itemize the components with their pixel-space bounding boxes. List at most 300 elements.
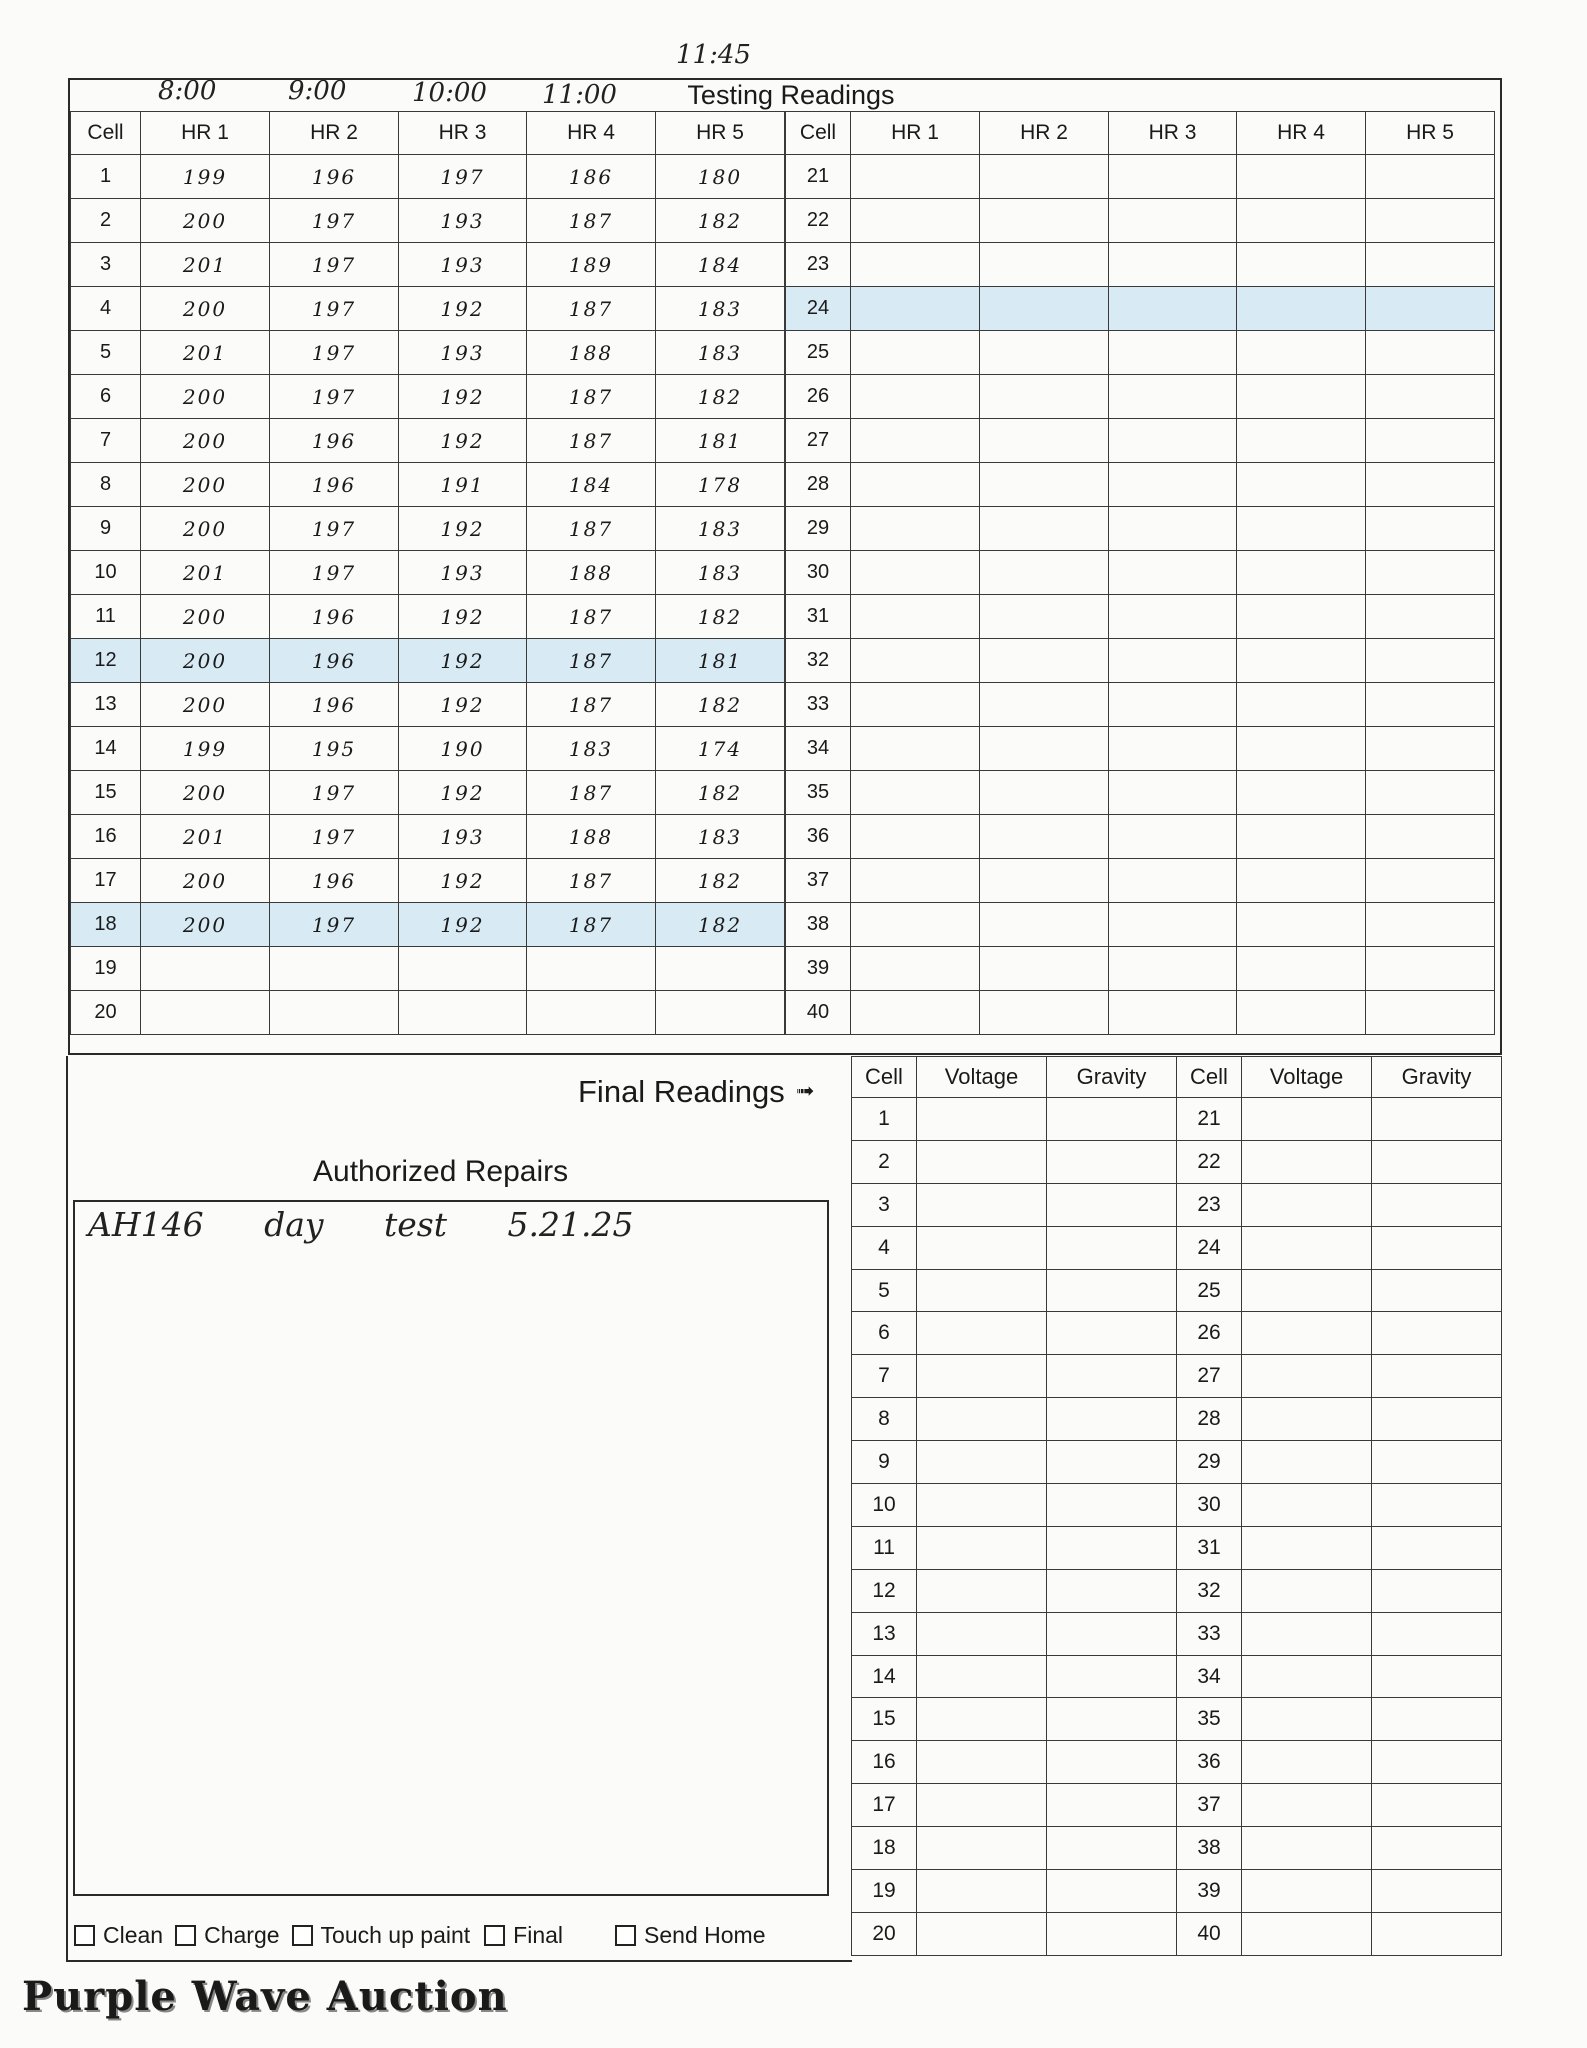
voltage-entry[interactable]: [1242, 1312, 1372, 1355]
reading-hr4[interactable]: 188: [527, 551, 656, 595]
voltage-entry[interactable]: [1242, 1098, 1372, 1141]
reading-hr5[interactable]: [1366, 639, 1495, 683]
reading-hr4[interactable]: [1237, 595, 1366, 639]
reading-hr1[interactable]: 200: [141, 375, 270, 419]
reading-hr5[interactable]: [1366, 859, 1495, 903]
reading-hr3[interactable]: [1109, 771, 1237, 815]
reading-hr3[interactable]: 192: [399, 287, 527, 331]
reading-hr4[interactable]: [1237, 463, 1366, 507]
reading-hr2[interactable]: 197: [270, 507, 399, 551]
voltage-entry[interactable]: [917, 1098, 1047, 1141]
reading-hr5[interactable]: [1366, 419, 1495, 463]
reading-hr3[interactable]: [1109, 419, 1237, 463]
reading-hr5[interactable]: [1366, 375, 1495, 419]
cell-number: 33: [1177, 1612, 1242, 1655]
reading-hr5[interactable]: [1366, 463, 1495, 507]
reading-hr5[interactable]: 181: [656, 419, 785, 463]
reading-hr4[interactable]: [1237, 419, 1366, 463]
reading-hr4[interactable]: [1237, 331, 1366, 375]
gravity-entry[interactable]: [1047, 1784, 1177, 1827]
reading-hr2[interactable]: 196: [270, 639, 399, 683]
reading-hr1[interactable]: [851, 331, 980, 375]
reading-hr1[interactable]: 199: [141, 155, 270, 199]
reading-hr2[interactable]: [980, 375, 1109, 419]
gravity-entry[interactable]: [1047, 1526, 1177, 1569]
reading-hr4[interactable]: [1237, 683, 1366, 727]
reading-hr3[interactable]: [1109, 947, 1237, 991]
reading-hr5[interactable]: [1366, 595, 1495, 639]
reading-hr2[interactable]: [980, 991, 1109, 1035]
cell-number: 21: [786, 155, 851, 199]
checkbox-square-icon[interactable]: [484, 1925, 505, 1946]
reading-hr4[interactable]: 187: [527, 419, 656, 463]
reading-hr3[interactable]: [1109, 991, 1237, 1035]
reading-hr4[interactable]: 187: [527, 507, 656, 551]
reading-hr3[interactable]: [1109, 903, 1237, 947]
reading-hr5[interactable]: [656, 947, 785, 991]
reading-hr3[interactable]: 192: [399, 639, 527, 683]
reading-hr5[interactable]: [1366, 199, 1495, 243]
reading-hr5[interactable]: 182: [656, 771, 785, 815]
reading-hr2[interactable]: 197: [270, 771, 399, 815]
reading-hr1[interactable]: [851, 639, 980, 683]
reading-hr4[interactable]: [1237, 947, 1366, 991]
reading-hr3[interactable]: 192: [399, 771, 527, 815]
reading-hr5[interactable]: 183: [656, 287, 785, 331]
reading-hr5[interactable]: 184: [656, 243, 785, 287]
reading-hr2[interactable]: [980, 595, 1109, 639]
testing-row: [71, 771, 785, 815]
reading-hr2[interactable]: [980, 727, 1109, 771]
reading-hr3[interactable]: 192: [399, 683, 527, 727]
gravity-entry[interactable]: [1372, 1655, 1502, 1698]
reading-hr2[interactable]: 197: [270, 243, 399, 287]
voltage-entry[interactable]: [917, 1398, 1047, 1441]
reading-hr2[interactable]: 195: [270, 727, 399, 771]
reading-hr3[interactable]: [1109, 287, 1237, 331]
reading-hr2[interactable]: [980, 243, 1109, 287]
voltage-entry[interactable]: [1242, 1484, 1372, 1527]
voltage-entry[interactable]: [917, 1484, 1047, 1527]
reading-hr1[interactable]: [851, 375, 980, 419]
voltage-entry[interactable]: [917, 1827, 1047, 1870]
reading-hr2[interactable]: 196: [270, 859, 399, 903]
reading-hr1[interactable]: 200: [141, 683, 270, 727]
reading-hr3[interactable]: 197: [399, 155, 527, 199]
gravity-entry[interactable]: [1372, 1526, 1502, 1569]
reading-hr2[interactable]: [980, 771, 1109, 815]
voltage-entry[interactable]: [917, 1355, 1047, 1398]
reading-hr5[interactable]: [1366, 683, 1495, 727]
gravity-entry[interactable]: [1047, 1912, 1177, 1955]
cell-number: 7: [852, 1355, 917, 1398]
reading-hr1[interactable]: 200: [141, 595, 270, 639]
gravity-entry[interactable]: [1372, 1569, 1502, 1612]
checkbox-square-icon[interactable]: [292, 1925, 313, 1946]
voltage-entry[interactable]: [1242, 1612, 1372, 1655]
voltage-entry[interactable]: [1242, 1526, 1372, 1569]
reading-hr4[interactable]: 188: [527, 815, 656, 859]
reading-hr2[interactable]: [980, 815, 1109, 859]
reading-hr4[interactable]: 187: [527, 903, 656, 947]
reading-hr1[interactable]: 201: [141, 331, 270, 375]
reading-hr1[interactable]: [851, 419, 980, 463]
gravity-entry[interactable]: [1372, 1698, 1502, 1741]
reading-hr5[interactable]: [1366, 771, 1495, 815]
voltage-entry[interactable]: [1242, 1226, 1372, 1269]
reading-hr2[interactable]: 196: [270, 595, 399, 639]
gravity-entry[interactable]: [1047, 1312, 1177, 1355]
gravity-entry[interactable]: [1372, 1183, 1502, 1226]
reading-hr4[interactable]: [1237, 375, 1366, 419]
voltage-entry[interactable]: [1242, 1355, 1372, 1398]
reading-hr4[interactable]: 188: [527, 331, 656, 375]
checkbox-final[interactable]: [484, 1922, 563, 1949]
reading-hr4[interactable]: 187: [527, 639, 656, 683]
reading-hr4[interactable]: 187: [527, 375, 656, 419]
reading-hr1[interactable]: [851, 463, 980, 507]
reading-hr4[interactable]: [1237, 155, 1366, 199]
gravity-entry[interactable]: [1372, 1784, 1502, 1827]
reading-hr4[interactable]: [1237, 771, 1366, 815]
voltage-entry[interactable]: [1242, 1870, 1372, 1913]
reading-hr4[interactable]: [527, 947, 656, 991]
reading-hr3[interactable]: 190: [399, 727, 527, 771]
reading-hr1[interactable]: [851, 155, 980, 199]
voltage-entry[interactable]: [917, 1655, 1047, 1698]
voltage-entry[interactable]: [917, 1569, 1047, 1612]
reading-hr2[interactable]: [980, 639, 1109, 683]
gravity-entry[interactable]: [1372, 1098, 1502, 1141]
reading-hr5[interactable]: [1366, 903, 1495, 947]
reading-hr4[interactable]: 187: [527, 859, 656, 903]
voltage-entry[interactable]: [917, 1183, 1047, 1226]
reading-hr2[interactable]: 197: [270, 331, 399, 375]
reading-hr2[interactable]: [980, 155, 1109, 199]
reading-hr5[interactable]: 182: [656, 199, 785, 243]
reading-hr1[interactable]: [851, 243, 980, 287]
reading-hr3[interactable]: 192: [399, 507, 527, 551]
reading-hr4[interactable]: [1237, 639, 1366, 683]
reading-hr5[interactable]: 181: [656, 639, 785, 683]
gravity-entry[interactable]: [1372, 1741, 1502, 1784]
reading-hr4[interactable]: [1237, 903, 1366, 947]
voltage-entry[interactable]: [917, 1612, 1047, 1655]
voltage-entry[interactable]: [917, 1526, 1047, 1569]
reading-hr4[interactable]: [1237, 243, 1366, 287]
gravity-entry[interactable]: [1372, 1912, 1502, 1955]
gravity-entry[interactable]: [1372, 1312, 1502, 1355]
reading-hr2[interactable]: [980, 287, 1109, 331]
reading-hr1[interactable]: [851, 551, 980, 595]
reading-hr1[interactable]: [851, 507, 980, 551]
reading-hr2[interactable]: 196: [270, 683, 399, 727]
reading-hr2[interactable]: 197: [270, 199, 399, 243]
reading-hr4[interactable]: 187: [527, 287, 656, 331]
gravity-entry[interactable]: [1047, 1870, 1177, 1913]
reading-hr5[interactable]: 183: [656, 815, 785, 859]
reading-hr3[interactable]: [1109, 331, 1237, 375]
gravity-entry[interactable]: [1047, 1355, 1177, 1398]
voltage-entry[interactable]: [917, 1741, 1047, 1784]
reading-hr1[interactable]: 199: [141, 727, 270, 771]
reading-hr1[interactable]: [851, 947, 980, 991]
reading-hr2[interactable]: [980, 947, 1109, 991]
checkbox-send-home[interactable]: [615, 1922, 765, 1949]
checkbox-charge[interactable]: [175, 1922, 279, 1949]
reading-hr2[interactable]: [980, 683, 1109, 727]
reading-hr1[interactable]: [851, 683, 980, 727]
reading-hr3[interactable]: 192: [399, 419, 527, 463]
reading-hr5[interactable]: [1366, 287, 1495, 331]
reading-hr3[interactable]: [1109, 507, 1237, 551]
reading-hr2[interactable]: [980, 507, 1109, 551]
reading-hr4[interactable]: 186: [527, 155, 656, 199]
voltage-entry[interactable]: [1242, 1655, 1372, 1698]
gravity-entry[interactable]: [1047, 1569, 1177, 1612]
gravity-entry[interactable]: [1047, 1098, 1177, 1141]
reading-hr5[interactable]: 182: [656, 375, 785, 419]
reading-hr1[interactable]: 200: [141, 463, 270, 507]
gravity-entry[interactable]: [1372, 1398, 1502, 1441]
voltage-entry[interactable]: [1242, 1441, 1372, 1484]
gravity-entry[interactable]: [1372, 1269, 1502, 1312]
voltage-entry[interactable]: [917, 1269, 1047, 1312]
reading-hr3[interactable]: [1109, 815, 1237, 859]
gravity-entry[interactable]: [1372, 1870, 1502, 1913]
reading-hr4[interactable]: [1237, 551, 1366, 595]
reading-hr3[interactable]: [1109, 639, 1237, 683]
voltage-entry[interactable]: [1242, 1784, 1372, 1827]
reading-hr1[interactable]: 200: [141, 199, 270, 243]
reading-hr5[interactable]: 183: [656, 551, 785, 595]
reading-hr4[interactable]: [1237, 199, 1366, 243]
checkbox-touch-up-paint[interactable]: [292, 1922, 471, 1949]
voltage-entry[interactable]: [917, 1312, 1047, 1355]
gravity-entry[interactable]: [1047, 1484, 1177, 1527]
reading-hr5[interactable]: 182: [656, 859, 785, 903]
reading-hr1[interactable]: 200: [141, 287, 270, 331]
final-row: [852, 1655, 1502, 1698]
voltage-entry[interactable]: [917, 1441, 1047, 1484]
reading-hr1[interactable]: [851, 859, 980, 903]
cell-number: 26: [786, 375, 851, 419]
reading-hr2[interactable]: [980, 463, 1109, 507]
reading-hr5[interactable]: [1366, 507, 1495, 551]
reading-hr1[interactable]: 201: [141, 243, 270, 287]
reading-hr1[interactable]: [851, 727, 980, 771]
reading-hr2[interactable]: 197: [270, 287, 399, 331]
gravity-entry[interactable]: [1372, 1612, 1502, 1655]
reading-hr3[interactable]: 192: [399, 859, 527, 903]
reading-hr5[interactable]: 178: [656, 463, 785, 507]
gravity-entry[interactable]: [1047, 1698, 1177, 1741]
voltage-entry[interactable]: [1242, 1398, 1372, 1441]
reading-hr1[interactable]: 201: [141, 815, 270, 859]
reading-hr2[interactable]: [980, 903, 1109, 947]
gravity-entry[interactable]: [1372, 1226, 1502, 1269]
gravity-entry[interactable]: [1047, 1827, 1177, 1870]
reading-hr5[interactable]: 182: [656, 595, 785, 639]
reading-hr2[interactable]: 197: [270, 551, 399, 595]
reading-hr1[interactable]: [141, 947, 270, 991]
reading-hr1[interactable]: 200: [141, 771, 270, 815]
reading-hr2[interactable]: 197: [270, 815, 399, 859]
reading-hr1[interactable]: [851, 199, 980, 243]
voltage-entry[interactable]: [1242, 1827, 1372, 1870]
reading-hr5[interactable]: [1366, 991, 1495, 1035]
reading-hr3[interactable]: [1109, 199, 1237, 243]
reading-hr3[interactable]: [1109, 859, 1237, 903]
reading-hr4[interactable]: [1237, 507, 1366, 551]
reading-hr5[interactable]: [1366, 727, 1495, 771]
gravity-entry[interactable]: [1047, 1741, 1177, 1784]
gravity-entry[interactable]: [1047, 1398, 1177, 1441]
reading-hr5[interactable]: [1366, 331, 1495, 375]
reading-hr1[interactable]: 200: [141, 903, 270, 947]
reading-hr1[interactable]: 200: [141, 639, 270, 683]
reading-hr4[interactable]: 187: [527, 199, 656, 243]
reading-hr4[interactable]: [527, 991, 656, 1035]
reading-hr2[interactable]: [980, 419, 1109, 463]
voltage-entry[interactable]: [1242, 1741, 1372, 1784]
voltage-entry[interactable]: [917, 1870, 1047, 1913]
reading-hr3[interactable]: [399, 947, 527, 991]
reading-hr5[interactable]: 183: [656, 331, 785, 375]
gravity-entry[interactable]: [1047, 1269, 1177, 1312]
reading-hr5[interactable]: [656, 991, 785, 1035]
voltage-entry[interactable]: [1242, 1569, 1372, 1612]
reading-hr1[interactable]: [851, 991, 980, 1035]
final-row: [852, 1398, 1502, 1441]
reading-hr3[interactable]: [1109, 463, 1237, 507]
gravity-entry[interactable]: [1047, 1655, 1177, 1698]
reading-hr1[interactable]: [851, 595, 980, 639]
reading-hr2[interactable]: [980, 331, 1109, 375]
reading-hr5[interactable]: 182: [656, 683, 785, 727]
voltage-entry[interactable]: [1242, 1269, 1372, 1312]
header-gravity: Gravity: [1372, 1057, 1502, 1098]
reading-hr3[interactable]: [1109, 243, 1237, 287]
reading-hr3[interactable]: [1109, 683, 1237, 727]
authorized-repairs-box[interactable]: [73, 1200, 829, 1896]
reading-hr5[interactable]: [1366, 551, 1495, 595]
reading-hr2[interactable]: 196: [270, 155, 399, 199]
reading-hr2[interactable]: 196: [270, 419, 399, 463]
reading-hr3[interactable]: [1109, 727, 1237, 771]
checkbox-square-icon[interactable]: [615, 1925, 636, 1946]
reading-hr1[interactable]: 201: [141, 551, 270, 595]
reading-hr2[interactable]: [270, 991, 399, 1035]
gravity-entry[interactable]: [1372, 1827, 1502, 1870]
reading-hr2[interactable]: 197: [270, 375, 399, 419]
reading-hr1[interactable]: [141, 991, 270, 1035]
reading-hr2[interactable]: [980, 199, 1109, 243]
reading-hr5[interactable]: 174: [656, 727, 785, 771]
reading-hr3[interactable]: 193: [399, 815, 527, 859]
voltage-entry[interactable]: [917, 1226, 1047, 1269]
reading-hr4[interactable]: 184: [527, 463, 656, 507]
reading-hr3[interactable]: 193: [399, 199, 527, 243]
reading-hr3[interactable]: 193: [399, 331, 527, 375]
reading-hr3[interactable]: 192: [399, 595, 527, 639]
voltage-entry[interactable]: [917, 1698, 1047, 1741]
reading-hr5[interactable]: [1366, 243, 1495, 287]
cell-number: 30: [1177, 1484, 1242, 1527]
reading-hr1[interactable]: [851, 287, 980, 331]
reading-hr1[interactable]: [851, 903, 980, 947]
reading-hr3[interactable]: [1109, 155, 1237, 199]
gravity-entry[interactable]: [1372, 1140, 1502, 1183]
reading-hr1[interactable]: 200: [141, 419, 270, 463]
gravity-entry[interactable]: [1047, 1441, 1177, 1484]
reading-hr4[interactable]: [1237, 991, 1366, 1035]
reading-hr3[interactable]: 192: [399, 375, 527, 419]
reading-hr4[interactable]: 183: [527, 727, 656, 771]
reading-hr4[interactable]: 187: [527, 683, 656, 727]
reading-hr5[interactable]: 180: [656, 155, 785, 199]
gravity-entry[interactable]: [1047, 1140, 1177, 1183]
checkbox-square-icon[interactable]: [175, 1925, 196, 1946]
gravity-entry[interactable]: [1047, 1183, 1177, 1226]
reading-hr4[interactable]: [1237, 727, 1366, 771]
reading-hr2[interactable]: [270, 947, 399, 991]
voltage-entry[interactable]: [1242, 1912, 1372, 1955]
reading-hr4[interactable]: [1237, 859, 1366, 903]
reading-hr3[interactable]: [399, 991, 527, 1035]
reading-hr3[interactable]: 193: [399, 551, 527, 595]
reading-hr1[interactable]: [851, 815, 980, 859]
reading-hr2[interactable]: 197: [270, 903, 399, 947]
reading-hr3[interactable]: [1109, 551, 1237, 595]
checkbox-square-icon[interactable]: [74, 1925, 95, 1946]
voltage-entry[interactable]: [1242, 1140, 1372, 1183]
reading-hr4[interactable]: [1237, 287, 1366, 331]
reading-hr4[interactable]: 187: [527, 771, 656, 815]
reading-hr3[interactable]: 191: [399, 463, 527, 507]
reading-hr2[interactable]: [980, 859, 1109, 903]
gravity-entry[interactable]: [1372, 1484, 1502, 1527]
reading-hr3[interactable]: [1109, 375, 1237, 419]
checkbox-clean[interactable]: [74, 1922, 163, 1949]
reading-hr3[interactable]: 193: [399, 243, 527, 287]
reading-hr5[interactable]: [1366, 155, 1495, 199]
gravity-entry[interactable]: [1372, 1441, 1502, 1484]
voltage-entry[interactable]: [917, 1912, 1047, 1955]
reading-hr1[interactable]: 200: [141, 507, 270, 551]
reading-hr4[interactable]: 189: [527, 243, 656, 287]
voltage-entry[interactable]: [1242, 1698, 1372, 1741]
reading-hr4[interactable]: [1237, 815, 1366, 859]
gravity-entry[interactable]: [1047, 1612, 1177, 1655]
voltage-entry[interactable]: [1242, 1183, 1372, 1226]
voltage-entry[interactable]: [917, 1140, 1047, 1183]
reading-hr5[interactable]: [1366, 815, 1495, 859]
reading-hr5[interactable]: [1366, 947, 1495, 991]
reading-hr5[interactable]: 183: [656, 507, 785, 551]
reading-hr4[interactable]: 187: [527, 595, 656, 639]
reading-hr5[interactable]: 182: [656, 903, 785, 947]
reading-hr3[interactable]: 192: [399, 903, 527, 947]
reading-hr2[interactable]: 196: [270, 463, 399, 507]
reading-hr2[interactable]: [980, 551, 1109, 595]
gravity-entry[interactable]: [1372, 1355, 1502, 1398]
voltage-entry[interactable]: [917, 1784, 1047, 1827]
reading-hr1[interactable]: [851, 771, 980, 815]
gravity-entry[interactable]: [1047, 1226, 1177, 1269]
reading-hr1[interactable]: 200: [141, 859, 270, 903]
reading-hr3[interactable]: [1109, 595, 1237, 639]
